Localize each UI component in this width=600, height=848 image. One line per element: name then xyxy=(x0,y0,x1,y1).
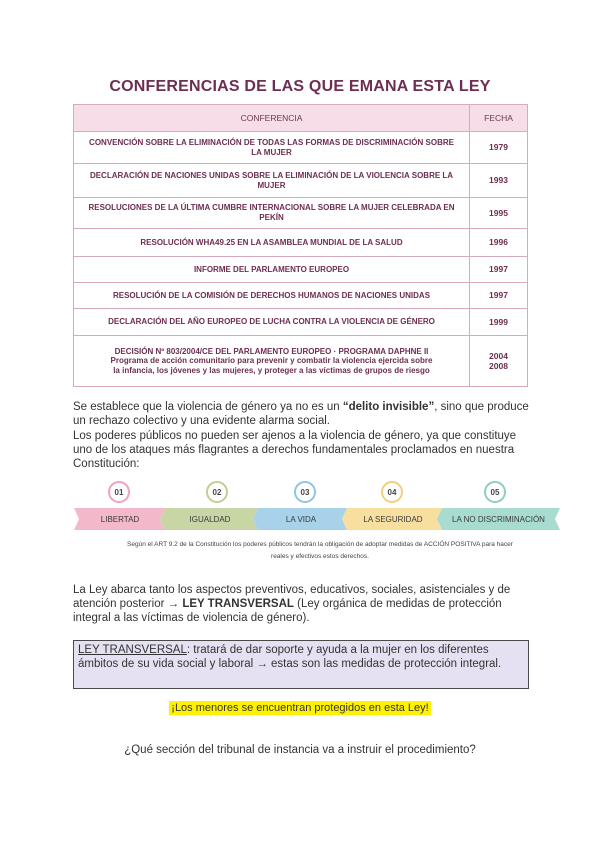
date-cell xyxy=(470,336,528,387)
bold-text: “delito invisible” xyxy=(342,401,435,413)
table-row xyxy=(74,229,528,257)
number-circle: 04 xyxy=(381,481,403,503)
conference-cell: RESOLUCIÓN DE LA COMISIÓN DE DERECHOS HUMANOS DE NACIONES UNIDAS xyxy=(74,283,470,309)
paragraph-invisible-crime xyxy=(73,400,533,428)
text: , sino que produce un rechazo colectivo y una evidente alarma social. xyxy=(73,401,529,427)
conferences-table xyxy=(73,104,528,387)
conference-line: DECISIÓN Nº 803/2004/CE DEL PARLAMENTO EUROPEO · PROGRAMA DAPHNE II xyxy=(114,346,429,356)
conference-cell xyxy=(74,132,470,164)
date-cell: 1997 xyxy=(470,283,528,309)
conference-line: RESOLUCIONES DE LA ÚLTIMA CUMBRE INTERNACIONAL SOBRE LA MUJER CELEBRADA EN xyxy=(88,203,455,213)
conference-cell xyxy=(74,336,470,387)
text: La Ley abarca tanto los aspectos preventivos, educativos, sociales, asistenciales y de atención posterior → xyxy=(73,584,511,610)
table-row xyxy=(74,336,528,387)
transversal-law-box xyxy=(73,640,529,689)
right-label: IGUALDAD xyxy=(189,514,231,524)
conference-cell: DECLARACIÓN DEL AÑO EUROPEO DE LUCHA CONTRA LA VIOLENCIA DE GÉNERO xyxy=(74,309,470,336)
conference-line: MUJER xyxy=(257,180,286,190)
number-circle: 02 xyxy=(206,481,228,503)
date-cell: 1995 xyxy=(470,198,528,229)
underlined-term: LEY TRANSVERSAL xyxy=(78,644,187,656)
date-line: 2004 xyxy=(489,350,508,361)
table-row xyxy=(74,309,528,336)
table-row xyxy=(74,198,528,229)
paragraph-transversal-law xyxy=(73,583,533,625)
table-header-date: FECHA xyxy=(470,105,528,132)
number-circle: 01 xyxy=(108,481,130,503)
question-text: ¿Qué sección del tribunal de instancia va a instruir el procedimiento? xyxy=(124,744,476,756)
date-line: 2008 xyxy=(489,361,508,371)
conference-cell xyxy=(74,164,470,198)
paragraph-public-powers: Los poderes públicos no pueden ser ajenos a la violencia de género, ya que constituye uno de los ataques más flagrantes a derechos fundamentales proclamados en nuestra Constitución: xyxy=(73,430,517,470)
table-row xyxy=(74,132,528,164)
right-label: LIBERTAD xyxy=(100,514,140,524)
bold-text: LEY TRANSVERSAL xyxy=(182,598,294,610)
conference-cell xyxy=(74,198,470,229)
conference-cell: RESOLUCIÓN WHA49.25 EN LA ASAMBLEA MUNDIAL DE LA SALUD xyxy=(74,229,470,257)
conference-line: Programa de acción comunitario para prevenir y combatir la violencia ejercida sobre xyxy=(110,356,433,366)
note-line: Según el ART 9.2 de la Constitución los poderes públicos tendrán la obligación de adoptar medidas de ACCIÓN POSITIVA para hacer xyxy=(127,541,513,548)
date-cell: 1979 xyxy=(470,132,528,164)
conference-line: la infancia, los jóvenes y las mujeres, y proteger a las víctimas de grupos de riesgo xyxy=(113,365,430,375)
table-row xyxy=(74,283,528,309)
text: Se establece que la violencia de género ya no es un xyxy=(73,401,343,413)
highlighted-text: ¡Los menores se encuentran protegidos en esta Ley! xyxy=(171,702,429,714)
conference-line: LA MUJER xyxy=(251,147,292,157)
page-title: CONFERENCIAS DE LAS QUE EMANA ESTA LEY xyxy=(109,78,491,95)
rights-note xyxy=(80,539,560,563)
conference-cell: INFORME DEL PARLAMENTO EUROPEO xyxy=(74,257,470,283)
conference-line: CONVENCIÓN SOBRE LA ELIMINACIÓN DE TODAS LAS FORMAS DE DISCRIMINACIÓN SOBRE xyxy=(89,137,454,147)
number-circle: 05 xyxy=(484,481,506,503)
table-row xyxy=(74,164,528,198)
table-row xyxy=(74,257,528,283)
conference-line: DECLARACIÓN DE NACIONES UNIDAS SOBRE LA ELIMINACIÓN DE LA VIOLENCIA SOBRE LA xyxy=(89,170,454,180)
number-circle: 03 xyxy=(294,481,316,503)
text: (Ley orgánica de medidas de protección integral a las víctimas de violencia de género). xyxy=(73,598,502,624)
right-label: LA NO DISCRIMINACIÓN xyxy=(452,514,545,524)
box-text: : tratará de dar soporte y ayuda a la mujer en los diferentes ámbitos de su vida social y laboral → estas son las medidas de protección integral. xyxy=(78,644,502,670)
conference-line: PEKÍN xyxy=(259,213,284,222)
table-header-conference: CONFERENCIA xyxy=(74,105,470,132)
right-label: LA VIDA xyxy=(285,514,317,524)
date-cell: 1993 xyxy=(470,164,528,198)
date-cell: 1996 xyxy=(470,229,528,257)
date-cell: 1997 xyxy=(470,257,528,283)
note-line: reales y efectivos estos derechos. xyxy=(271,553,369,560)
right-label: LA SEGURIDAD xyxy=(363,514,423,524)
highlight-minors xyxy=(0,702,600,714)
date-cell: 1999 xyxy=(470,309,528,336)
